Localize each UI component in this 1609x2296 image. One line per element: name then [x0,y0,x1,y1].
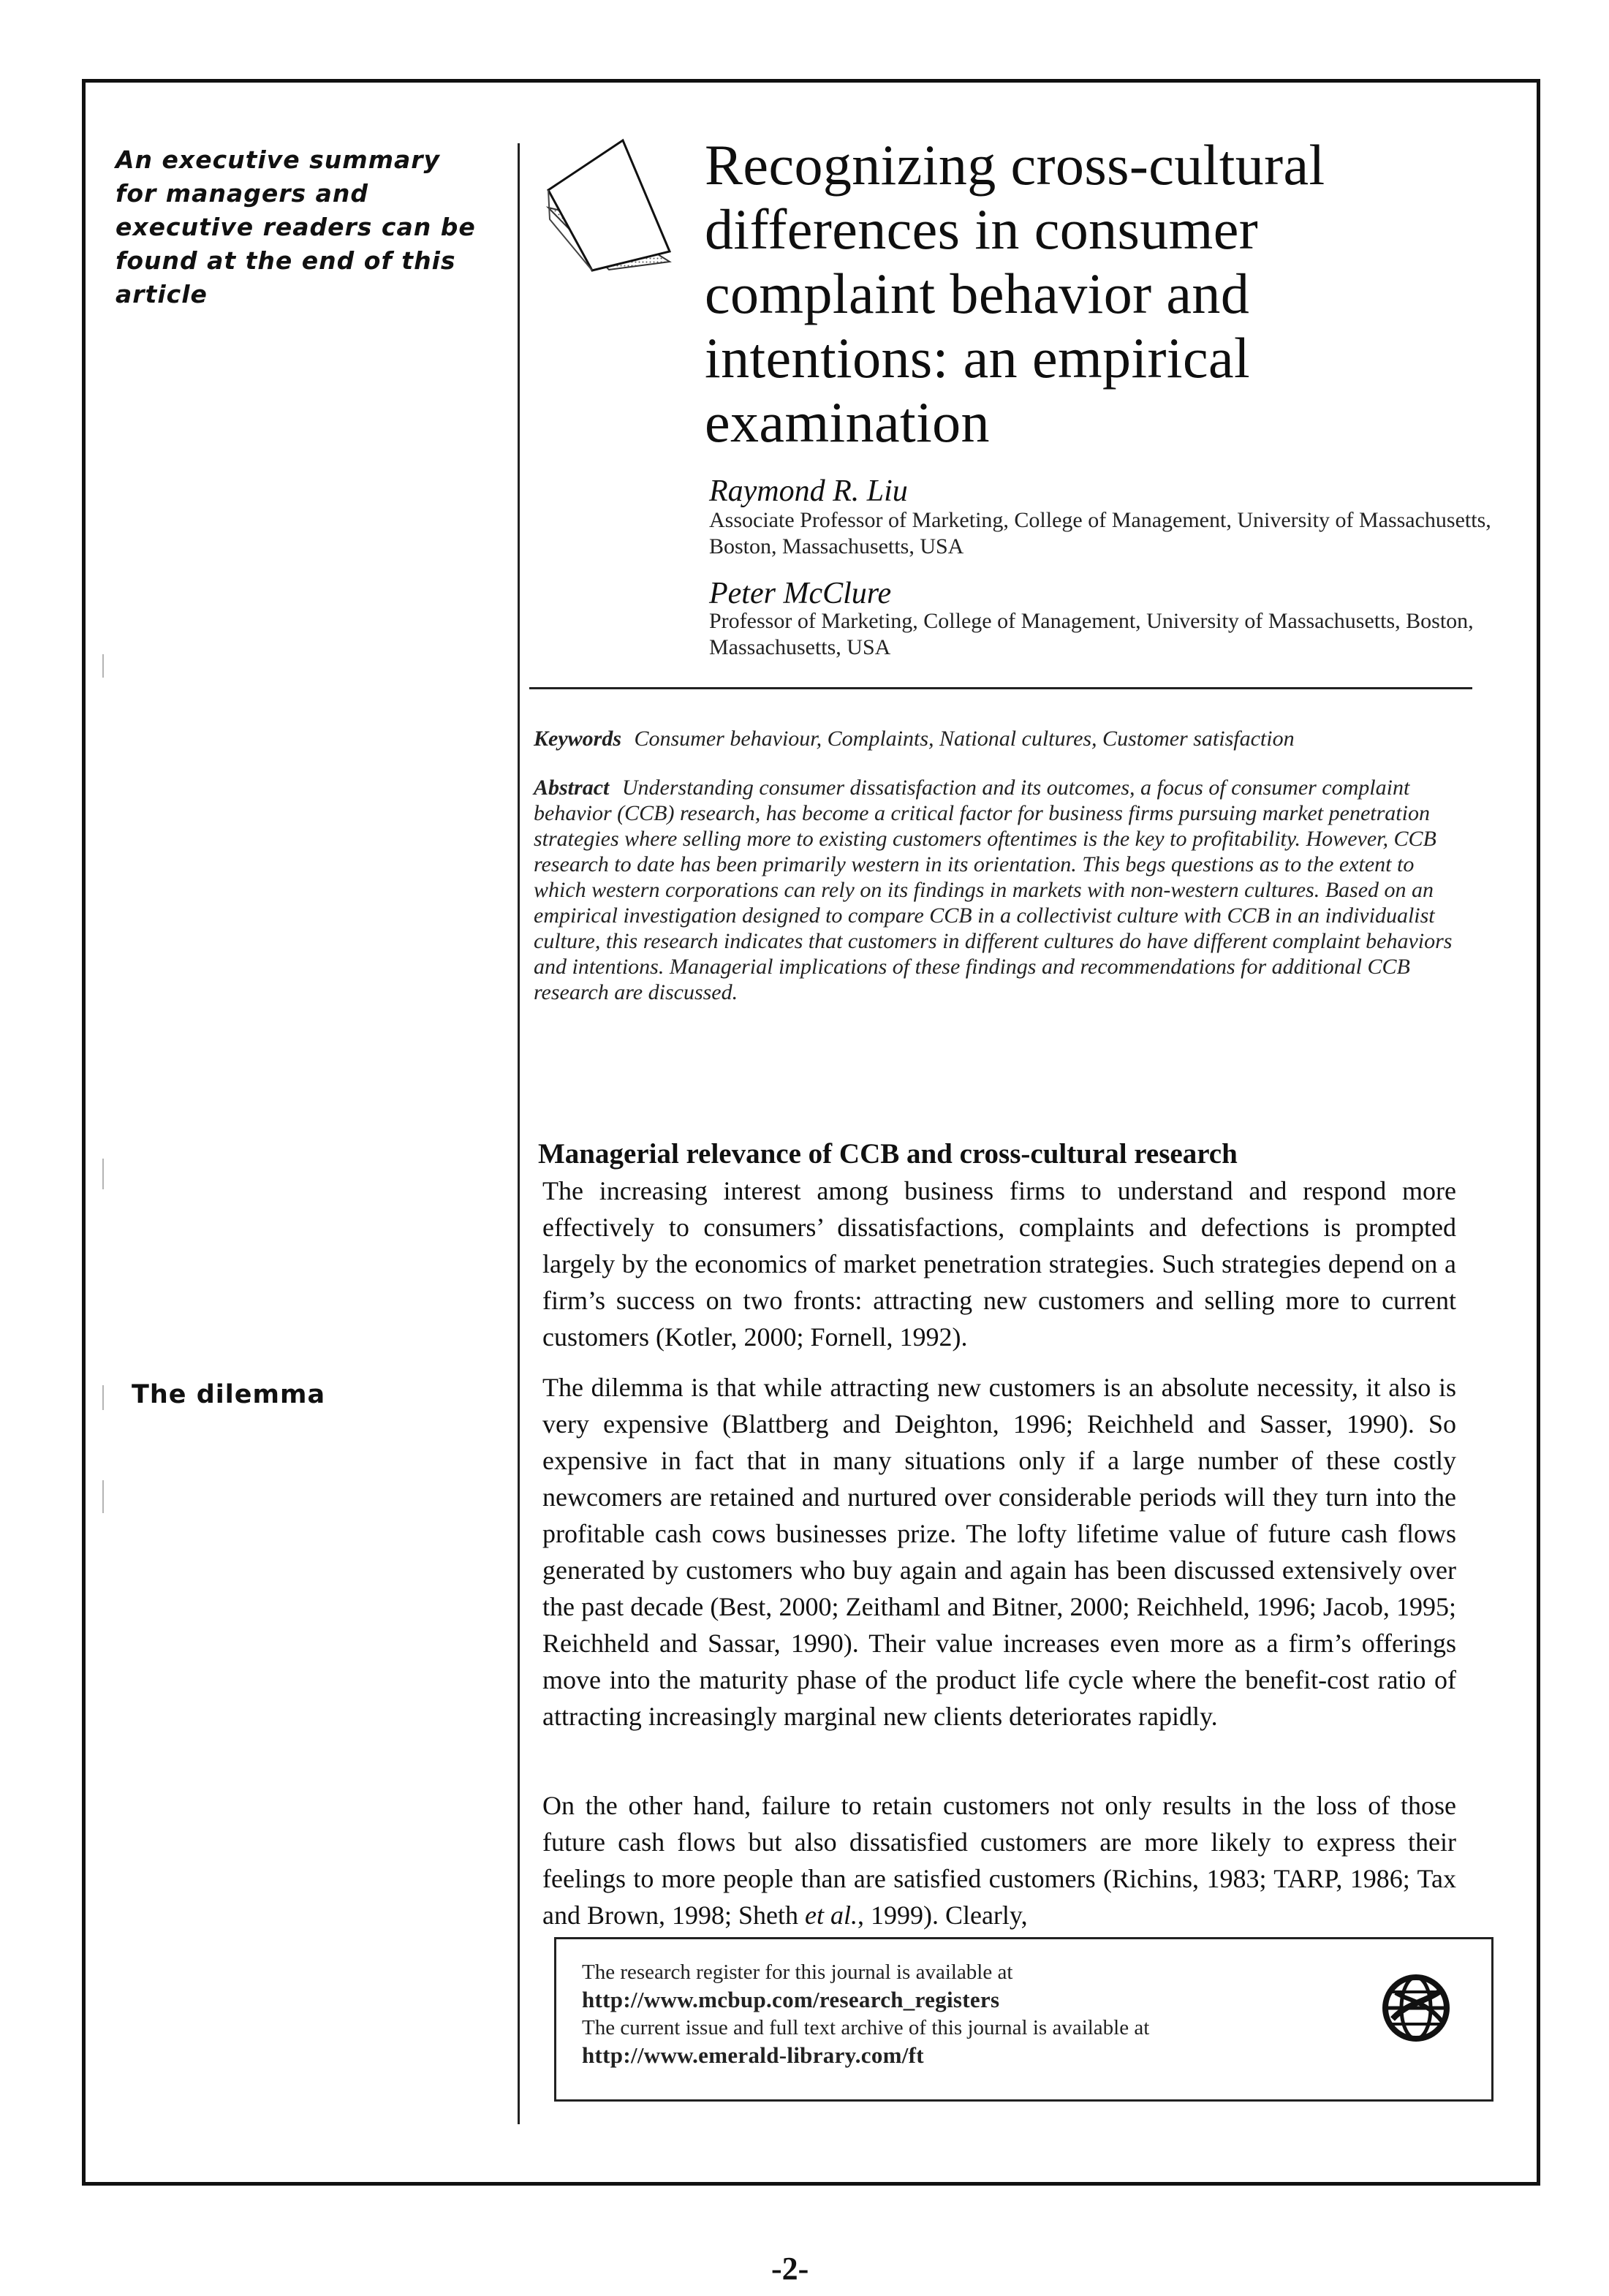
research-register-box [554,1937,1493,2102]
scan-artifact [102,654,104,678]
column-divider [518,143,520,2124]
register-line-1: The research register for this journal is available at [582,1960,1013,1984]
scan-artifact [102,1385,104,1410]
author-name-2: Peter McClure [709,577,892,610]
body-paragraph-2: The dilemma is that while attracting new customers is an absolute necessity, it also is very expensive (Blattberg and Deighton, 1996; Reichheld and Sasser, 1990). So expensive in fact that in many situations only if a large number of these costly newcomers are retained and nurtured over considerable periods will they turn into the profitable cash cows businesses prize. The lofty lifetime value of future cash flows generated by customers who buy again and again has been discussed extensively over the past decade (Best, 2000; Zeithaml and Bitner, 2000; Reichheld, 1996; Jacob, 1995; Reichheld and Sassar, 1990). Their value increases even more as a firm’s offerings move into the maturity phase of the product life cycle where the benefit-cost ratio of attracting increasingly marginal new clients deteriorates rapidly. [542,1373,1456,1731]
keywords-text: Consumer behaviour, Complaints, National cultures, Customer satisfaction [634,727,1295,751]
author-affiliation-2: Professor of Marketing, College of Management, University of Massachusetts, Boston, Massachusetts, USA [709,609,1474,659]
header-divider [529,687,1472,689]
scan-artifact [102,1480,104,1513]
author-name-1: Raymond R. Liu [709,474,908,508]
register-url-2[interactable]: http://www.emerald-library.com/ft [582,2042,924,2068]
article-title: Recognizing cross-cultural differences in consumer complaint behavior and intentions: an empirical examination [705,133,1325,454]
abstract-label: Abstract [534,776,610,800]
keywords [534,726,1469,751]
section-heading: Managerial relevance of CCB and cross-cultural research [538,1138,1238,1170]
body-paragraph-1: The increasing interest among business firms to understand and respond more effectively to consumers’ dissatisfactions, complaints and defections is prompted largely by the economics of market penetration strategies. Such strategies depend on a firm’s success on two fronts: attracting new customers and selling more to current customers (Kotler, 2000; Fornell, 1992). [542,1176,1456,1352]
globe-icon [1378,1970,1455,2047]
register-line-2: The current issue and full text archive of this journal is available at [582,2016,1150,2039]
register-url-1[interactable]: http://www.mcbup.com/research_registers [582,1987,1000,2012]
body-paragraph-3-italic: et al. [804,1901,857,1930]
keywords-label: Keywords [534,727,621,751]
sidebar-section-label: The dilemma [132,1380,326,1409]
executive-summary-note: An executive summary for managers and executive readers can be found at the end of this article [116,145,476,308]
body-paragraph-3 [542,1787,1456,1933]
abstract-text: Understanding consumer dissatisfaction and its outcomes, a focus of consumer complaint behavior (CCB) research, has become a critical factor for business firms pursuing market penetration strategies where selling more to existing customers oftentimes is the key to profitability. However, CCB research to date has been primarily western in its orientation. This begs questions as to the extent to which western corporations can rely on its findings in markets with non-western cultures. Based on an empirical investigation designed to compare CCB in a collectivist culture with CCB in an individualist culture, this research indicates that customers in different cultures do have different complaint behaviors and intentions. Managerial implications of these findings and recommendations for additional CCB research are discussed. [534,776,1453,1004]
abstract [534,775,1469,1005]
scan-artifact [102,1159,104,1189]
author-affiliation-1: Associate Professor of Marketing, College of Management, University of Massachusetts, Boston, Massachusetts, USA [709,508,1491,558]
page-number: -2- [771,2251,809,2286]
body-paragraph-3-after: , 1999). Clearly, [857,1901,1028,1930]
body-paragraph-3-before: On the other hand, failure to retain customers not only results in the loss of those future cash flows but also dissatisfied customers are more likely to express their feelings to more people than are satisfied customers (Richins, 1983; TARP, 1986; Tax and Brown, 1998; Sheth [542,1791,1456,1930]
folded-square-logo-icon [532,133,686,287]
